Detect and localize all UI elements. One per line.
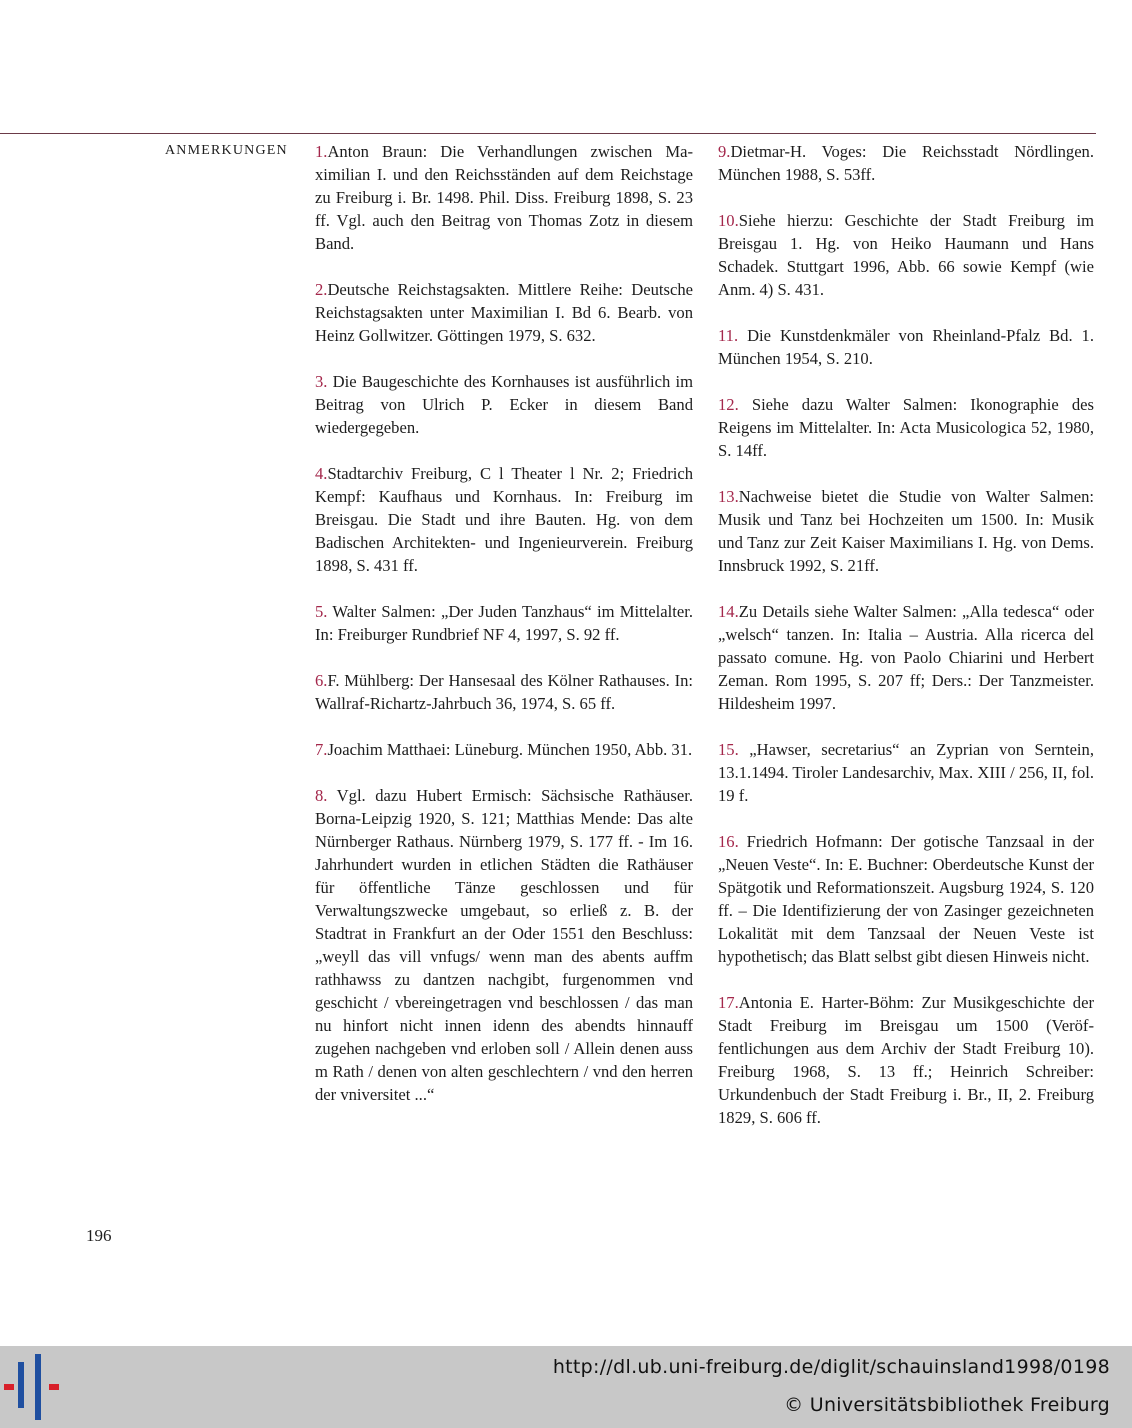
footnote-text: Deutsche Reichstagsakten. Mittlere Reihe: Deutsche Reichstagsakten unter Maximilian I. Bd 6. Bearb. von Heinz Gollwitzer. Göttingen 1979, S. 632.	[315, 280, 693, 345]
footnote-text: Anton Braun: Die Verhandlungen zwischen Maximilian I. und den Reichsständen auf dem Reichstage zu Freiburg i. Br. 1498. Phil. Diss. Freiburg 1898, S. 23 ff. Vgl. auch den Beitrag von Thomas Zotz in diesem Band.	[315, 142, 693, 253]
notes-column-right	[718, 140, 1094, 1152]
footnote	[718, 393, 1094, 462]
footnote-number: 8.	[315, 786, 328, 805]
page-number: 196	[86, 1226, 112, 1245]
footnote	[718, 830, 1094, 968]
footnote	[315, 278, 693, 347]
footnote-text: Vgl. dazu Hubert Ermisch: Sächsische Rathäuser. Borna-Leipzig 1920, S. 121; Matthias Mende: Das alte Nürnberger Rathaus. Nürnberg 1979, S. 177 ff. - Im 16. Jahrhundert wurden in etlichen Städten die Rathäuser für öffentliche Tänze geschlossen und für Verwaltungszwecke umgebaut, so erließ z. B. der Stadtrat in Frankfurt an der Oder 1551 den Beschluss: „weyll das vill vnfugs/ wenn man des abents auffm rathhawss zu dantzen nachgibt, furgenommen vnd geschicht / vbereingetragen vnd beschlossen / das man nu hinfort nicht innen idenn des abendts hinnauff zugehen nachgeben vnd erloben soll / Allein denen auss m Rath / denen von alten geschlechtern / vnd den herren der vniversitet ...“	[315, 786, 693, 1104]
footer-copyright: © Universitätsbibliothek Freiburg	[784, 1394, 1110, 1416]
footnote-text: Friedrich Hofmann: Der gotische Tanzsaal in der „Neuen Veste“. In: E. Buchner: Oberdeutsche Kunst der Spätgotik und Reformationszeit. Augsburg 1924, S. 120 ff. – Die Identifizierung der von Zasinger gezeichneten Lokalität mit dem Tanzsaal der Neuen Veste ist hypothetisch; das Blatt selbst gibt diesen Hinweis nicht.	[718, 832, 1094, 966]
footnote	[718, 991, 1094, 1129]
footnote	[315, 600, 693, 646]
footnote-number: 16.	[718, 832, 739, 851]
footnote-number: 13.	[718, 487, 739, 506]
footnote	[718, 209, 1094, 301]
footnote-text: Zu Details siehe Walter Salmen: „Alla tedesca“ oder „welsch“ tanzen. In: Italia – Austria. Alla ricerca del passato comune. Hg. von Paolo Chiarini und Herbert Zeman. Rom 1995, S. 207 ff; Ders.: Der Tanzmeister. Hildesheim 1997.	[718, 602, 1094, 713]
footnote-number: 3.	[315, 372, 328, 391]
footnote-text: Antonia E. Harter-Böhm: Zur Musikgeschichte der Stadt Freiburg im Breisgau um 1500 (Veröffentlichungen aus dem Archiv der Stadt Freiburg 10). Freiburg 1968, S. 13 ff.; Heinrich Schreiber: Urkundenbuch der Stadt Freiburg i. Br., II, 2. Freiburg 1829, S. 606 ff.	[718, 993, 1094, 1127]
header-rule	[0, 133, 1096, 134]
footer-url-link[interactable]: http://dl.ub.uni-freiburg.de/diglit/schauinsland1998/0198	[552, 1356, 1110, 1378]
footnote-number: 6.	[315, 671, 328, 690]
footnote-text: Stadtarchiv Freiburg, C l Theater l Nr. 2; Friedrich Kempf: Kaufhaus und Kornhaus. In: Freiburg im Breisgau. Die Stadt und ihre Bauten. Hg. von dem Badischen Architekten- und Ingenieurverein. Freiburg 1898, S. 431 ff.	[315, 464, 693, 575]
section-label: ANMERKUNGEN	[165, 143, 288, 158]
footer-bar	[0, 1346, 1132, 1428]
footnote-text: Siehe dazu Walter Salmen: Ikonographie des Reigens im Mittelalter. In: Acta Musicologica 52, 1980, S. 14ff.	[718, 395, 1094, 460]
footnote-text: Walter Salmen: „Der Juden Tanzhaus“ im Mittelalter. In: Freiburger Rundbrief NF 4, 1997, S. 92 ff.	[315, 602, 693, 644]
footnote-number: 15.	[718, 740, 739, 759]
footnote	[315, 784, 693, 1106]
footnote-number: 12.	[718, 395, 739, 414]
footnote-text: „Hawser, secretarius“ an Zyprian von Serntein, 13.1.1494. Tiroler Landesarchiv, Max. XIII / 256, II, fol. 19 f.	[718, 740, 1094, 805]
footnote	[718, 600, 1094, 715]
footnote-text: Die Kunstdenkmäler von Rheinland-Pfalz Bd. 1. München 1954, S. 210.	[718, 326, 1094, 368]
footnote-number: 7.	[315, 740, 328, 759]
footnote-number: 9.	[718, 142, 731, 161]
footnote	[315, 462, 693, 577]
footnote-text: Joachim Matthaei: Lüneburg. München 1950, Abb. 31.	[327, 740, 693, 759]
footnote-number: 4.	[315, 464, 328, 483]
footnote-text: Die Baugeschichte des Kornhauses ist ausführlich im Beitrag von Ulrich P. Ecker in diesem Band wiedergegeben.	[315, 372, 693, 437]
footnote-text: F. Mühlberg: Der Hansesaal des Kölner Rathauses. In: Wallraf-Richartz-Jahrbuch 36, 1974, S. 65 ff.	[315, 671, 693, 713]
footnote	[718, 140, 1094, 186]
footnote	[315, 370, 693, 439]
library-logo-icon	[0, 1346, 80, 1428]
footnote-number: 1.	[315, 142, 328, 161]
footnote-number: 11.	[718, 326, 739, 345]
footnote-text: Nachweise bietet die Studie von Walter Salmen: Musik und Tanz bei Hochzeiten um 1500. In: Musik und Tanz zur Zeit Kaiser Maximilians I. Hg. von Dems. Innsbruck 1992, S. 21ff.	[718, 487, 1094, 575]
footnote-number: 10.	[718, 211, 739, 230]
footnote	[718, 485, 1094, 577]
footnote-number: 17.	[718, 993, 739, 1012]
footnote-number: 5.	[315, 602, 328, 621]
footnote-number: 2.	[315, 280, 328, 299]
footnote	[315, 669, 693, 715]
footnote	[718, 324, 1094, 370]
footnote-text: Siehe hierzu: Geschichte der Stadt Freiburg im Breisgau 1. Hg. von Heiko Haumann und Hans Schadek. Stuttgart 1996, Abb. 66 sowie Kempf (wie Anm. 4) S. 431.	[718, 211, 1094, 299]
notes-column-left	[315, 140, 693, 1129]
footnote	[718, 738, 1094, 807]
footnote-text: Dietmar-H. Voges: Die Reichsstadt Nördlingen. München 1988, S. 53ff.	[718, 142, 1094, 184]
footnote	[315, 738, 693, 761]
footnote-number: 14.	[718, 602, 739, 621]
footnote	[315, 140, 693, 255]
